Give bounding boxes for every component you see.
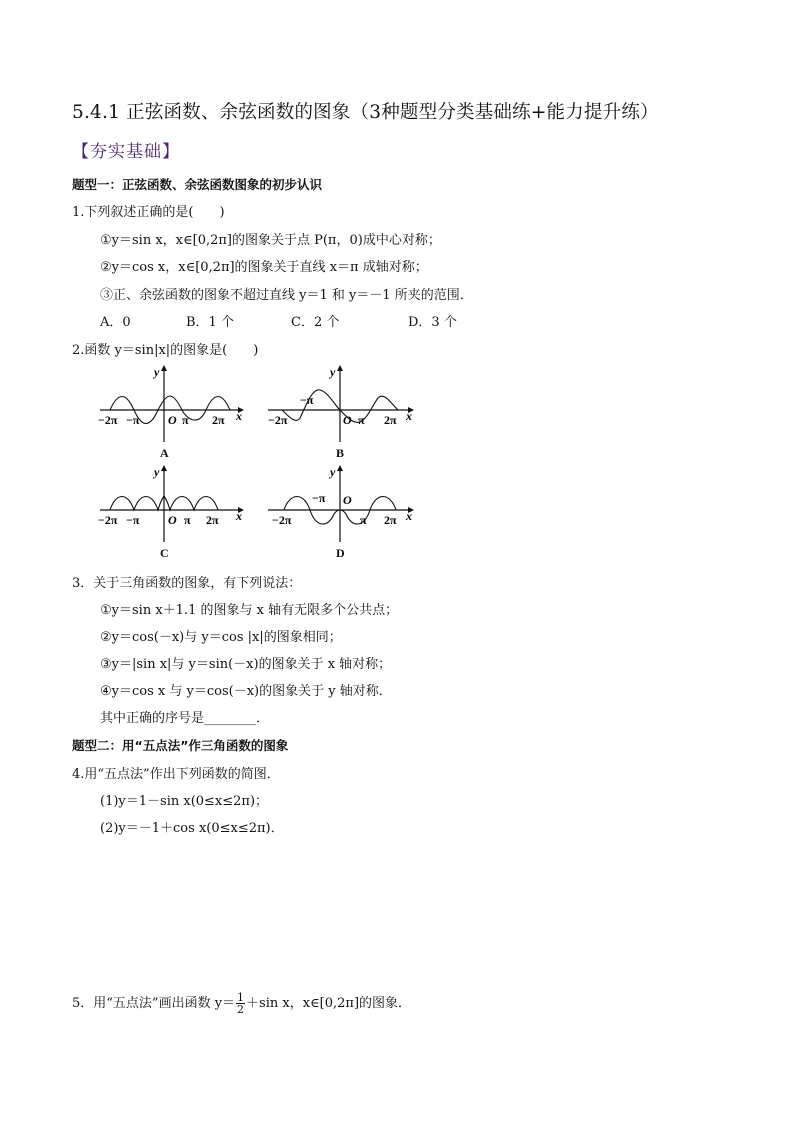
graph-c-tick-neg2pi: −2π — [98, 513, 118, 527]
q4-item-1: (1)y＝1－sin x(0≤x≤2π)； — [100, 794, 269, 809]
page-title: 5.4.1 正弦函数、余弦函数的图象（3种题型分类基础练+能力提升练） — [72, 102, 659, 123]
graph-d — [266, 462, 418, 544]
graph-c — [98, 462, 248, 544]
graph-c-x-label: x — [236, 509, 242, 523]
graph-b-tick-negpi: −π — [300, 393, 314, 407]
graph-a-tick-negpi: −π — [126, 413, 140, 427]
q5-frac-den: 2 — [237, 1003, 245, 1016]
q5-fraction — [236, 992, 245, 1015]
graph-c-y-label: y — [154, 465, 160, 479]
graph-d-tick-neg2pi: −2π — [272, 513, 292, 527]
graph-b-tick-pi: π — [358, 413, 365, 427]
graph-b-x-label: x — [406, 409, 412, 423]
graph-d-tick-pi: π — [360, 513, 367, 527]
graph-a-tick-neg2pi: −2π — [98, 413, 118, 427]
graph-c-tick-2pi: 2π — [206, 513, 219, 527]
q3-stem: 3．关于三角函数的图象，有下列说法： — [72, 576, 302, 591]
q1-option-d: D．3 个 — [408, 315, 457, 330]
q1-option-c: C．2 个 — [291, 315, 340, 330]
q3-item-3: ③y＝|sin x|与 y＝sin(－x)的图象关于 x 轴对称； — [100, 657, 392, 672]
q3-answer-line: 其中正确的序号是________． — [100, 711, 270, 726]
graph-a — [98, 362, 248, 444]
graph-b-tick-2pi: 2π — [384, 413, 397, 427]
q5-frac-num: 1 — [237, 991, 245, 1004]
graph-a-origin: O — [168, 413, 177, 427]
section-label: 【夯实基础】 — [72, 142, 180, 162]
q1-item-1: ①y＝sin x，x∈[0,2π]的图象关于点 P(π，0)成中心对称； — [100, 233, 441, 248]
graph-a-x-label: x — [236, 409, 242, 423]
graph-b — [266, 362, 418, 444]
q3-item-2: ②y＝cos(－x)与 y＝cos |x|的图象相同； — [100, 630, 342, 645]
graph-c-tick-negpi: −π — [126, 513, 140, 527]
q2-stem: 2.函数 y＝sin|x|的图象是( ) — [72, 343, 259, 358]
q1-stem: 1.下列叙述正确的是( ) — [72, 205, 225, 220]
graph-c-origin: O — [168, 513, 177, 527]
graph-d-origin: O — [343, 493, 352, 507]
graph-d-tick-negpi: −π — [312, 491, 326, 505]
graph-b-label: B — [336, 446, 345, 460]
graph-d-tick-2pi: 2π — [384, 513, 397, 527]
q1-option-b: B．1 个 — [186, 315, 234, 330]
graph-a-y-label: y — [154, 365, 160, 379]
graph-b-origin: O — [343, 413, 352, 427]
graph-a-tick-2pi: 2π — [212, 413, 225, 427]
graph-d-x-label: x — [406, 509, 412, 523]
q4-item-2: (2)y＝－1＋cos x(0≤x≤2π)． — [100, 821, 284, 836]
q1-item-2: ②y＝cos x，x∈[0,2π]的图象关于直线 x＝π 成轴对称； — [100, 260, 428, 275]
q4-stem: 4.用“五点法”作出下列函数的简图． — [72, 767, 280, 782]
graph-a-label: A — [160, 446, 169, 460]
q5-line — [72, 992, 411, 1015]
q3-item-4: ④y＝cos x 与 y＝cos(－x)的图象关于 y 轴对称． — [100, 684, 392, 699]
q5-prefix: 5．用“五点法”画出函数 y＝ — [72, 996, 236, 1011]
graph-b-tick-neg2pi: −2π — [268, 413, 288, 427]
graph-d-label: D — [336, 546, 345, 560]
q5-suffix: ＋sin x，x∈[0,2π]的图象． — [246, 996, 412, 1011]
graph-d-y-label: y — [330, 465, 336, 479]
q3-item-1: ①y＝sin x＋1.1 的图象与 x 轴有无限多个公共点； — [100, 603, 399, 618]
graph-b-y-label: y — [330, 365, 336, 379]
type1-heading: 题型一：正弦函数、余弦函数图象的初步认识 — [72, 177, 323, 192]
type2-heading: 题型二：用“五点法”作三角函数的图象 — [72, 738, 289, 753]
graph-a-tick-pi: π — [182, 413, 189, 427]
graph-c-label: C — [160, 546, 169, 560]
q1-item-3: ③正、余弦函数的图象不超过直线 y＝1 和 y＝－1 所夹的范围． — [100, 288, 473, 303]
q1-option-a: A．0 — [100, 315, 131, 330]
graph-c-tick-pi: π — [184, 513, 191, 527]
